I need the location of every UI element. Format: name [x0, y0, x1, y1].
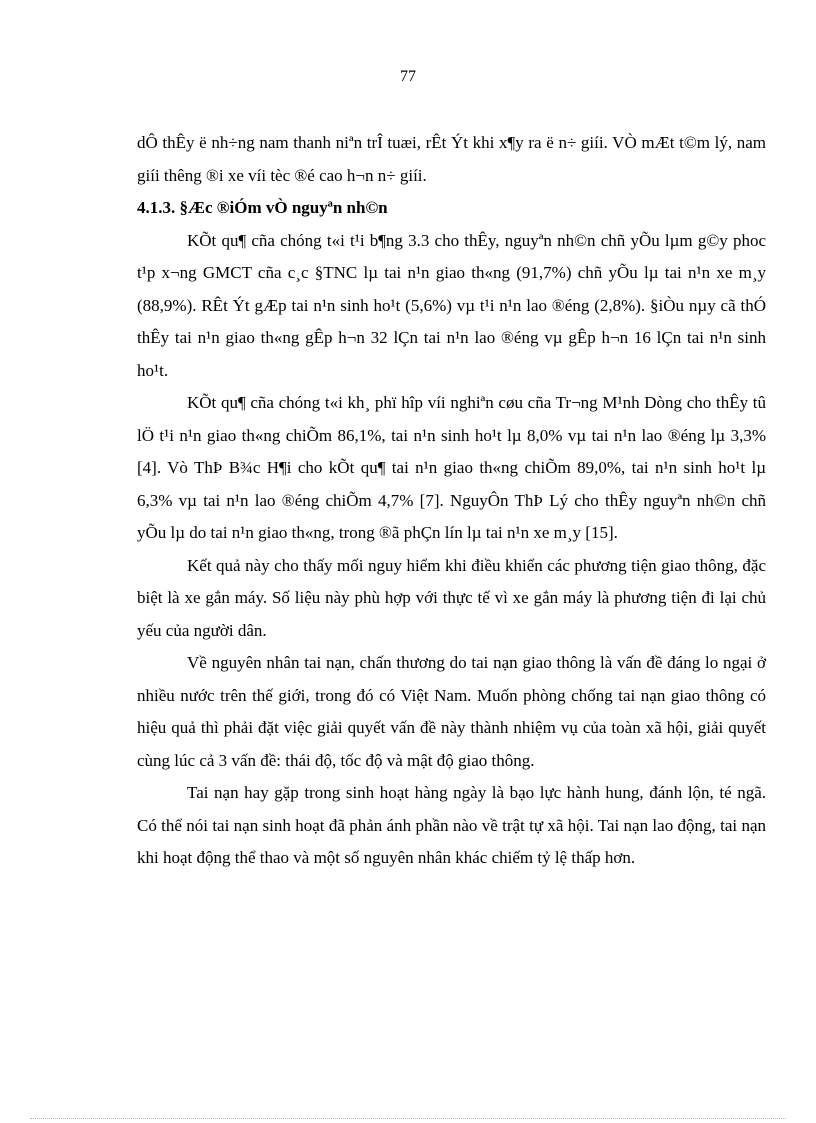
paragraph: Tai nạn hay gặp trong sinh hoạt hàng ngày là bạo lực hành hung, đánh lộn, té ngã. Có thể nói tai nạn sinh hoạt đã phản ánh phần nào về trật tự xã hội. Tai nạn lao động, tai nạn khi hoạt động thể thao và một số nguyên nhân khác chiếm tỷ lệ thấp hơn. [137, 783, 766, 867]
section-heading: 4.1.3. §Æc ®iÓm vÒ nguyªn nh©n [137, 198, 388, 217]
paragraph: KÕt qu¶ cña chóng t«i kh¸ phï hîp víi nghiªn cøu cña Tr¬ng M¹nh Dòng cho thÊy tû lÖ t¹i n¹n giao th«ng chiÕm 86,1%, tai n¹n sinh ho¹t lµ 8,0% vµ tai n¹n lao ®éng lµ 3,3% [4]. Vò ThÞ B¾c H¶i cho kÕt qu¶ tai n¹n giao th«ng chiÕm 89,0%, tai n¹n sinh ho¹t lµ 6,3% vµ tai n¹n lao ®éng chiÕm 4,7% [7]. NguyÔn ThÞ Lý cho thÊy nguyªn nh©n chñ yÕu lµ do tai n¹n giao th«ng, trong ®ã phÇn lín lµ tai n¹n xe m¸y [15]. [137, 393, 766, 542]
paragraph-continuation: dÔ thÊy ë nh÷ng nam thanh niªn trÎ tuæi, rÊt Ýt khi x¶y ra ë n÷ giíi. VÒ mÆt t©m lý, nam giíi thêng ®i xe víi tèc ®é cao h¬n n÷ giíi. [137, 133, 766, 185]
page-number: 77 [400, 68, 416, 85]
paragraph: Về nguyên nhân tai nạn, chấn thương do tai nạn giao thông là vấn đề đáng lo ngại ở nhiều nước trên thế giới, trong đó có Việt Nam. Muốn phòng chống tai nạn giao thông có hiệu quả thì phải đặt việc giải quyết vấn đề này thành nhiệm vụ của toàn xã hội, giải quyết cùng lúc cả 3 vấn đề: thái độ, tốc độ và mật độ giao thông. [137, 653, 766, 770]
paragraph: Kết quả này cho thấy mối nguy hiểm khi điều khiển các phương tiện giao thông, đặc biệt là xe gắn máy. Số liệu này phù hợp với thực tế vì xe gắn máy là phương tiện đi lại chủ yếu của người dân. [137, 555, 766, 640]
paragraph: KÕt qu¶ cña chóng t«i t¹i b¶ng 3.3 cho thÊy, nguyªn nh©n chñ yÕu lµm g©y phoc t¹p x¬ng GMCT cña c¸c §TNC lµ tai n¹n giao th«ng (91,7%) chñ yÕu lµ tai n¹n xe m¸y (88,9%). RÊt Ýt gÆp tai n¹n sinh ho¹t (5,6%) vµ t¹i n¹n lao ®éng (2,8%). §iÒu nµy cã thÓ thÊy tai n¹n giao th«ng gÊp h¬n 32 lÇn tai n¹n lao ®éng vµ gÊp h¬n 16 lÇn tai n¹n sinh ho¹t. [137, 230, 766, 380]
document-body [137, 127, 766, 875]
page-bottom-divider [30, 1118, 786, 1119]
